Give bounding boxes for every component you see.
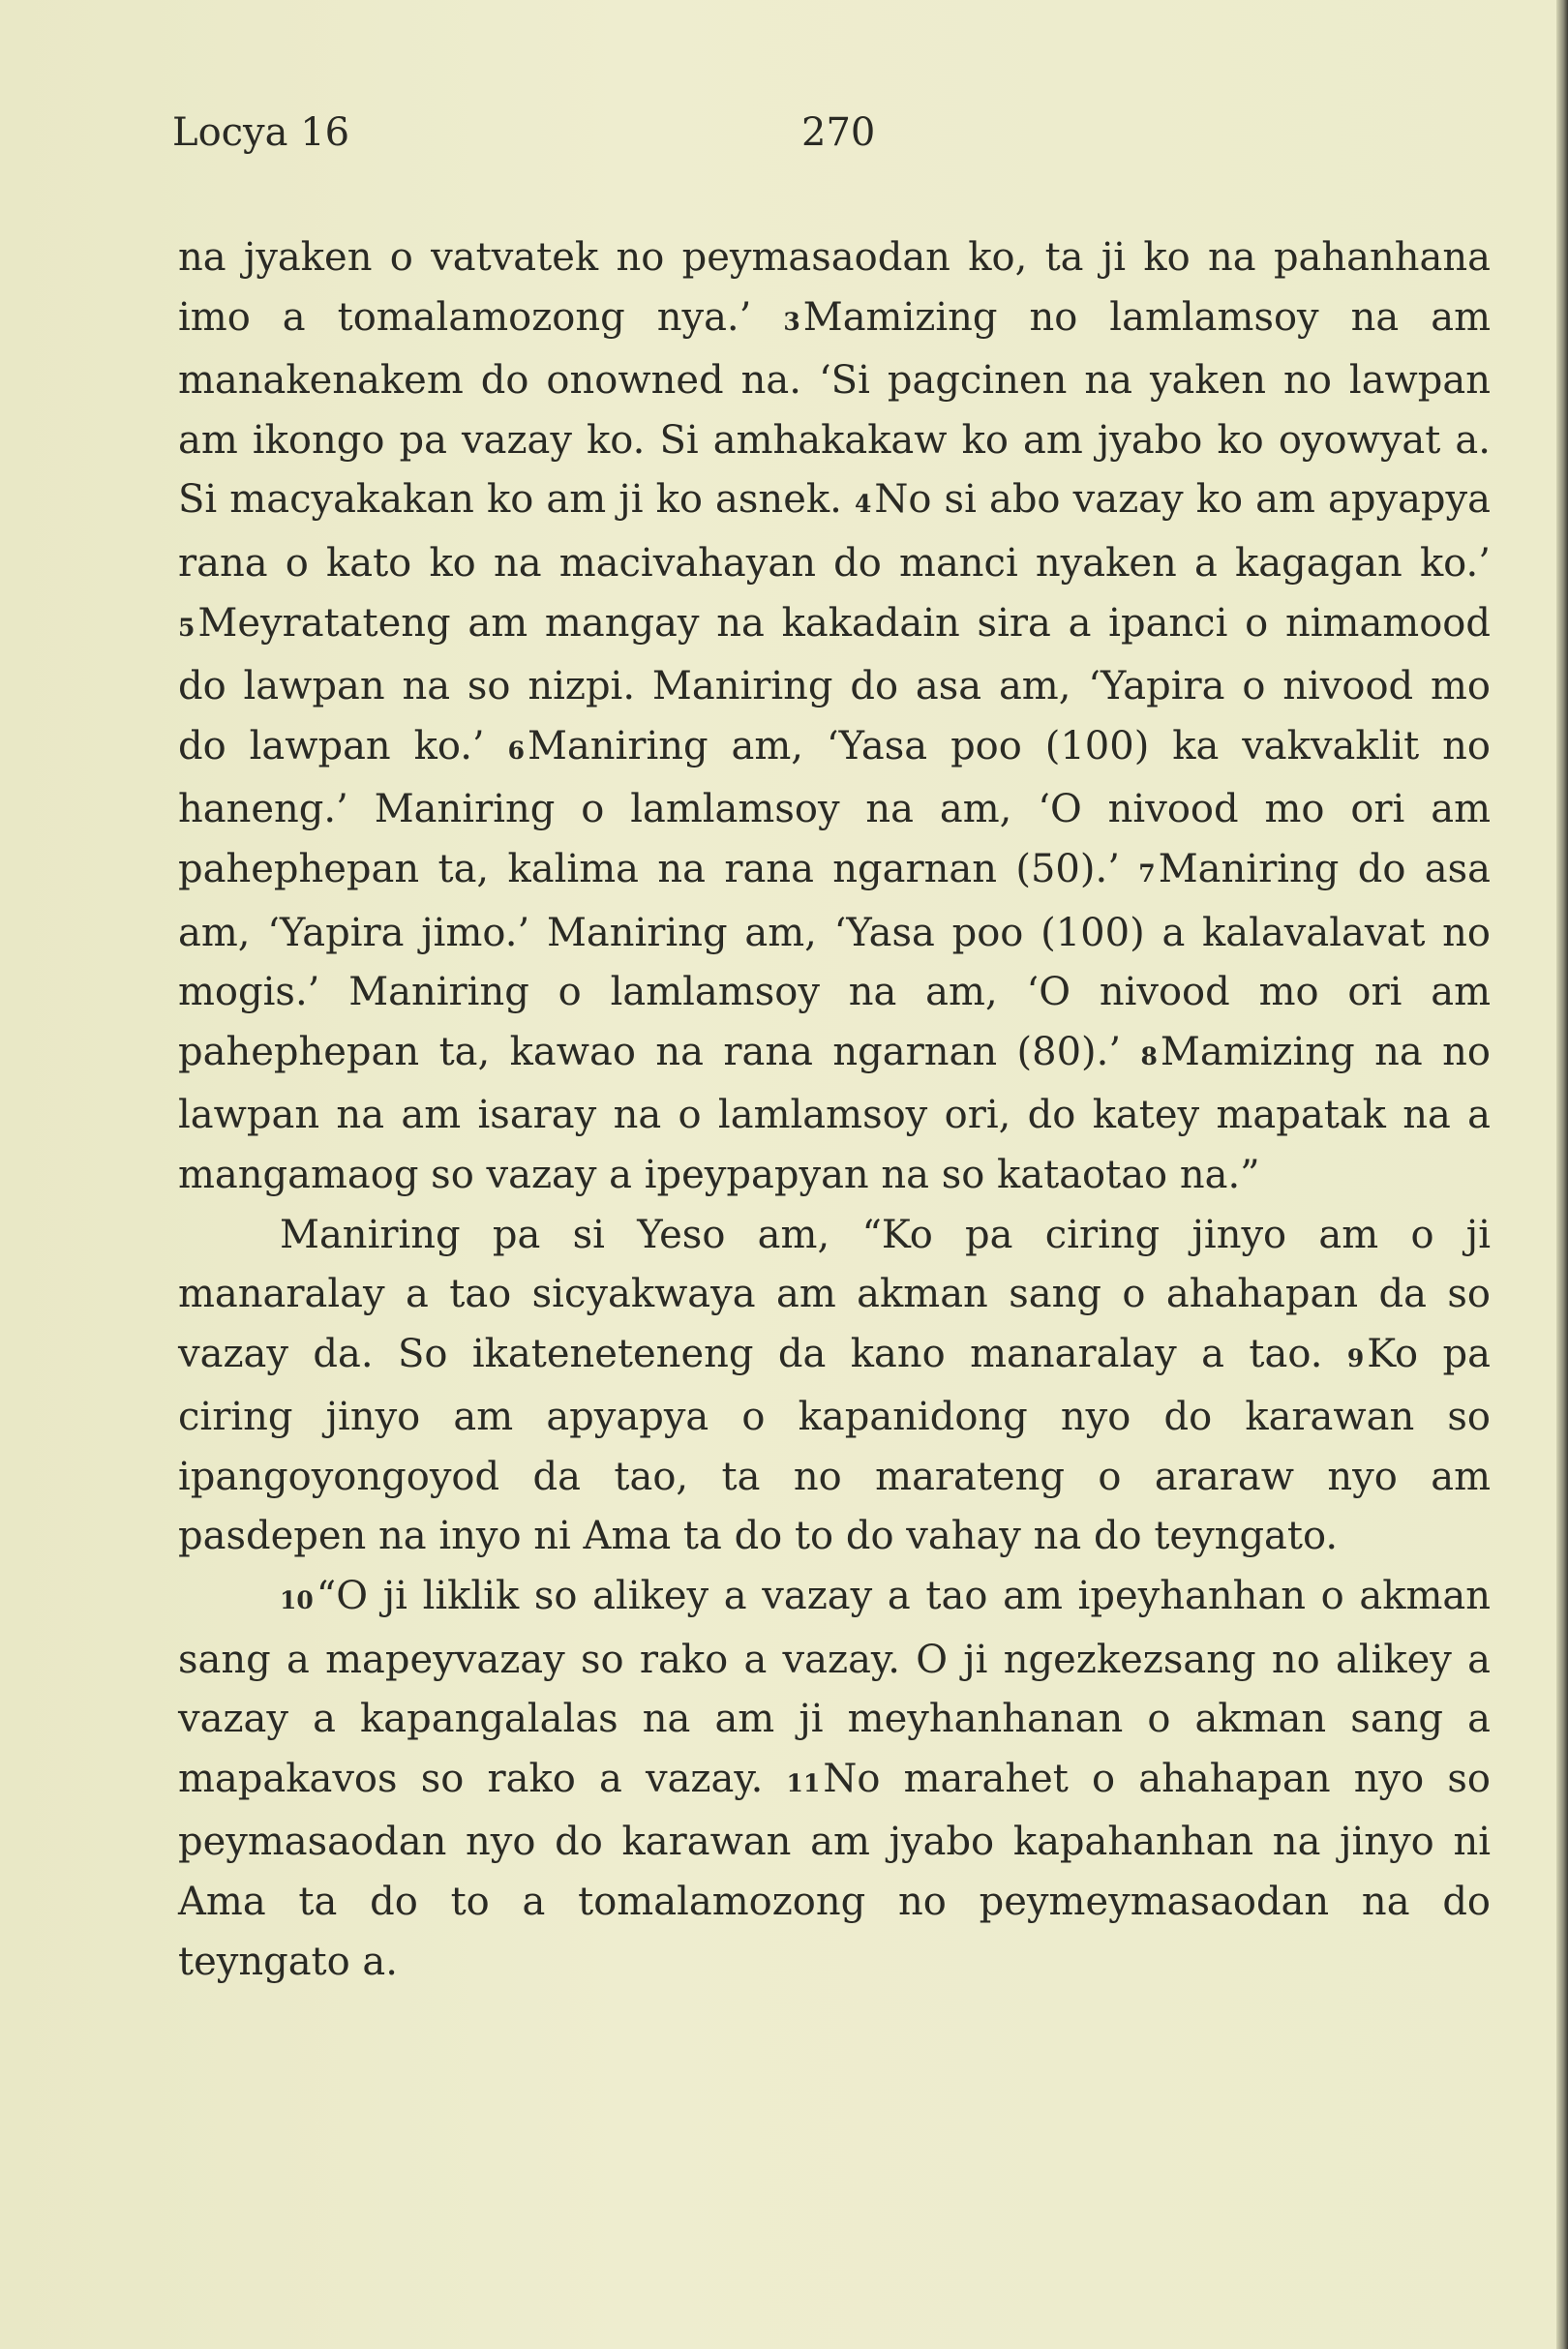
verse-number: 11 xyxy=(786,1768,821,1797)
verse-number: 7 xyxy=(1138,858,1156,888)
body-text xyxy=(178,228,1491,1992)
verse-text: “O ji liklik so alikey a vazay a tao am ipeyhanhan o akman sang a mapeyvazay so rako a vazay. O ji ngezkezsang no alikey a vazay a kapangalalas na am ji meyhanhanan o akman sang a mapakavos so rako a vazay. xyxy=(178,1574,1491,1801)
verse-text: Meyratateng am mangay na kakadain sira a ipanci o nimamood do lawpan na so nizpi. Maniring do asa am, ‘Yapira o nivood mo do lawpan ko.’ xyxy=(178,600,1491,768)
verse-text: Maniring do asa am, ‘Yapira jimo.’ Maniring am, ‘Yasa poo (100) a kalavalavat no mogis.’ Maniring o lamlamsoy na am, ‘O nivood mo ori am pahephepan ta, kawao na rana ngarnan (80).’ xyxy=(178,846,1492,1074)
running-header xyxy=(172,108,1489,157)
verse-number: 8 xyxy=(1140,1041,1158,1070)
verse-text: No marahet o ahahapan nyo so peymasaodan nyo do karawan am jyabo kapahanhan na jinyo ni Ama ta do to a tomalamozong no peymeymasaodan na do teyngato a. xyxy=(178,1756,1491,1984)
verse-text: No si abo vazay ko am apyapya rana o kato ko na macivahayan do manci nyaken a kagagan ko.’ xyxy=(178,477,1491,586)
verse-text: Ko pa ciring jinyo am apyapya o kapanidong nyo do karawan so ipangoyongoyod da tao, ta no marateng o araraw nyo am pasdepen na inyo ni Ama ta do to do vahay na do teyngato. xyxy=(178,1331,1491,1559)
paragraph xyxy=(178,1206,1491,1568)
verse-text: Mamizing no lamlamsoy na am manakenakem do onowned na. ‘Si pagcinen na yaken no lawpan am ikongo pa vazay ko. Si amhakakaw ko am jyabo ko oyowyat a. Si macyakakan ko am ji ko asnek. xyxy=(178,294,1491,523)
book-chapter-title: Locya 16 xyxy=(172,110,350,155)
verse-text: na jyaken o vatvatek no peymasaodan ko, ta ji ko na pahanhana imo a tomalamozong nya.’ xyxy=(178,235,1491,340)
verse-number: 9 xyxy=(1346,1343,1365,1372)
verse-number: 5 xyxy=(178,613,196,642)
verse-text: Maniring pa si Yeso am, “Ko pa ciring jinyo am o ji manaralay a tao sicyakwaya am akman sang o ahahapan da so vazay da. So ikateneteneng da kano manaralay a tao. xyxy=(178,1212,1491,1376)
paragraph xyxy=(178,228,1491,1206)
page-edge-shadow xyxy=(1556,0,1568,2349)
verse-text: Mamizing na no lawpan na am isaray na o lamlamsoy ori, do katey mapatak na a mangamaog so vazay a ipeypapyan na so kataotao na.” xyxy=(178,1029,1491,1197)
verse-number: 10 xyxy=(280,1586,314,1615)
verse-text: Maniring am, ‘Yasa poo (100) ka vakvaklit no haneng.’ Maniring o lamlamsoy na am, ‘O nivood mo ori am pahephepan ta, kalima na rana ngarnan (50).’ xyxy=(178,723,1491,891)
verse-number: 4 xyxy=(854,490,872,519)
verse-number: 3 xyxy=(783,307,800,336)
page-number: 270 xyxy=(801,110,876,155)
paragraph xyxy=(178,1567,1491,1992)
verse-number: 6 xyxy=(507,736,525,765)
